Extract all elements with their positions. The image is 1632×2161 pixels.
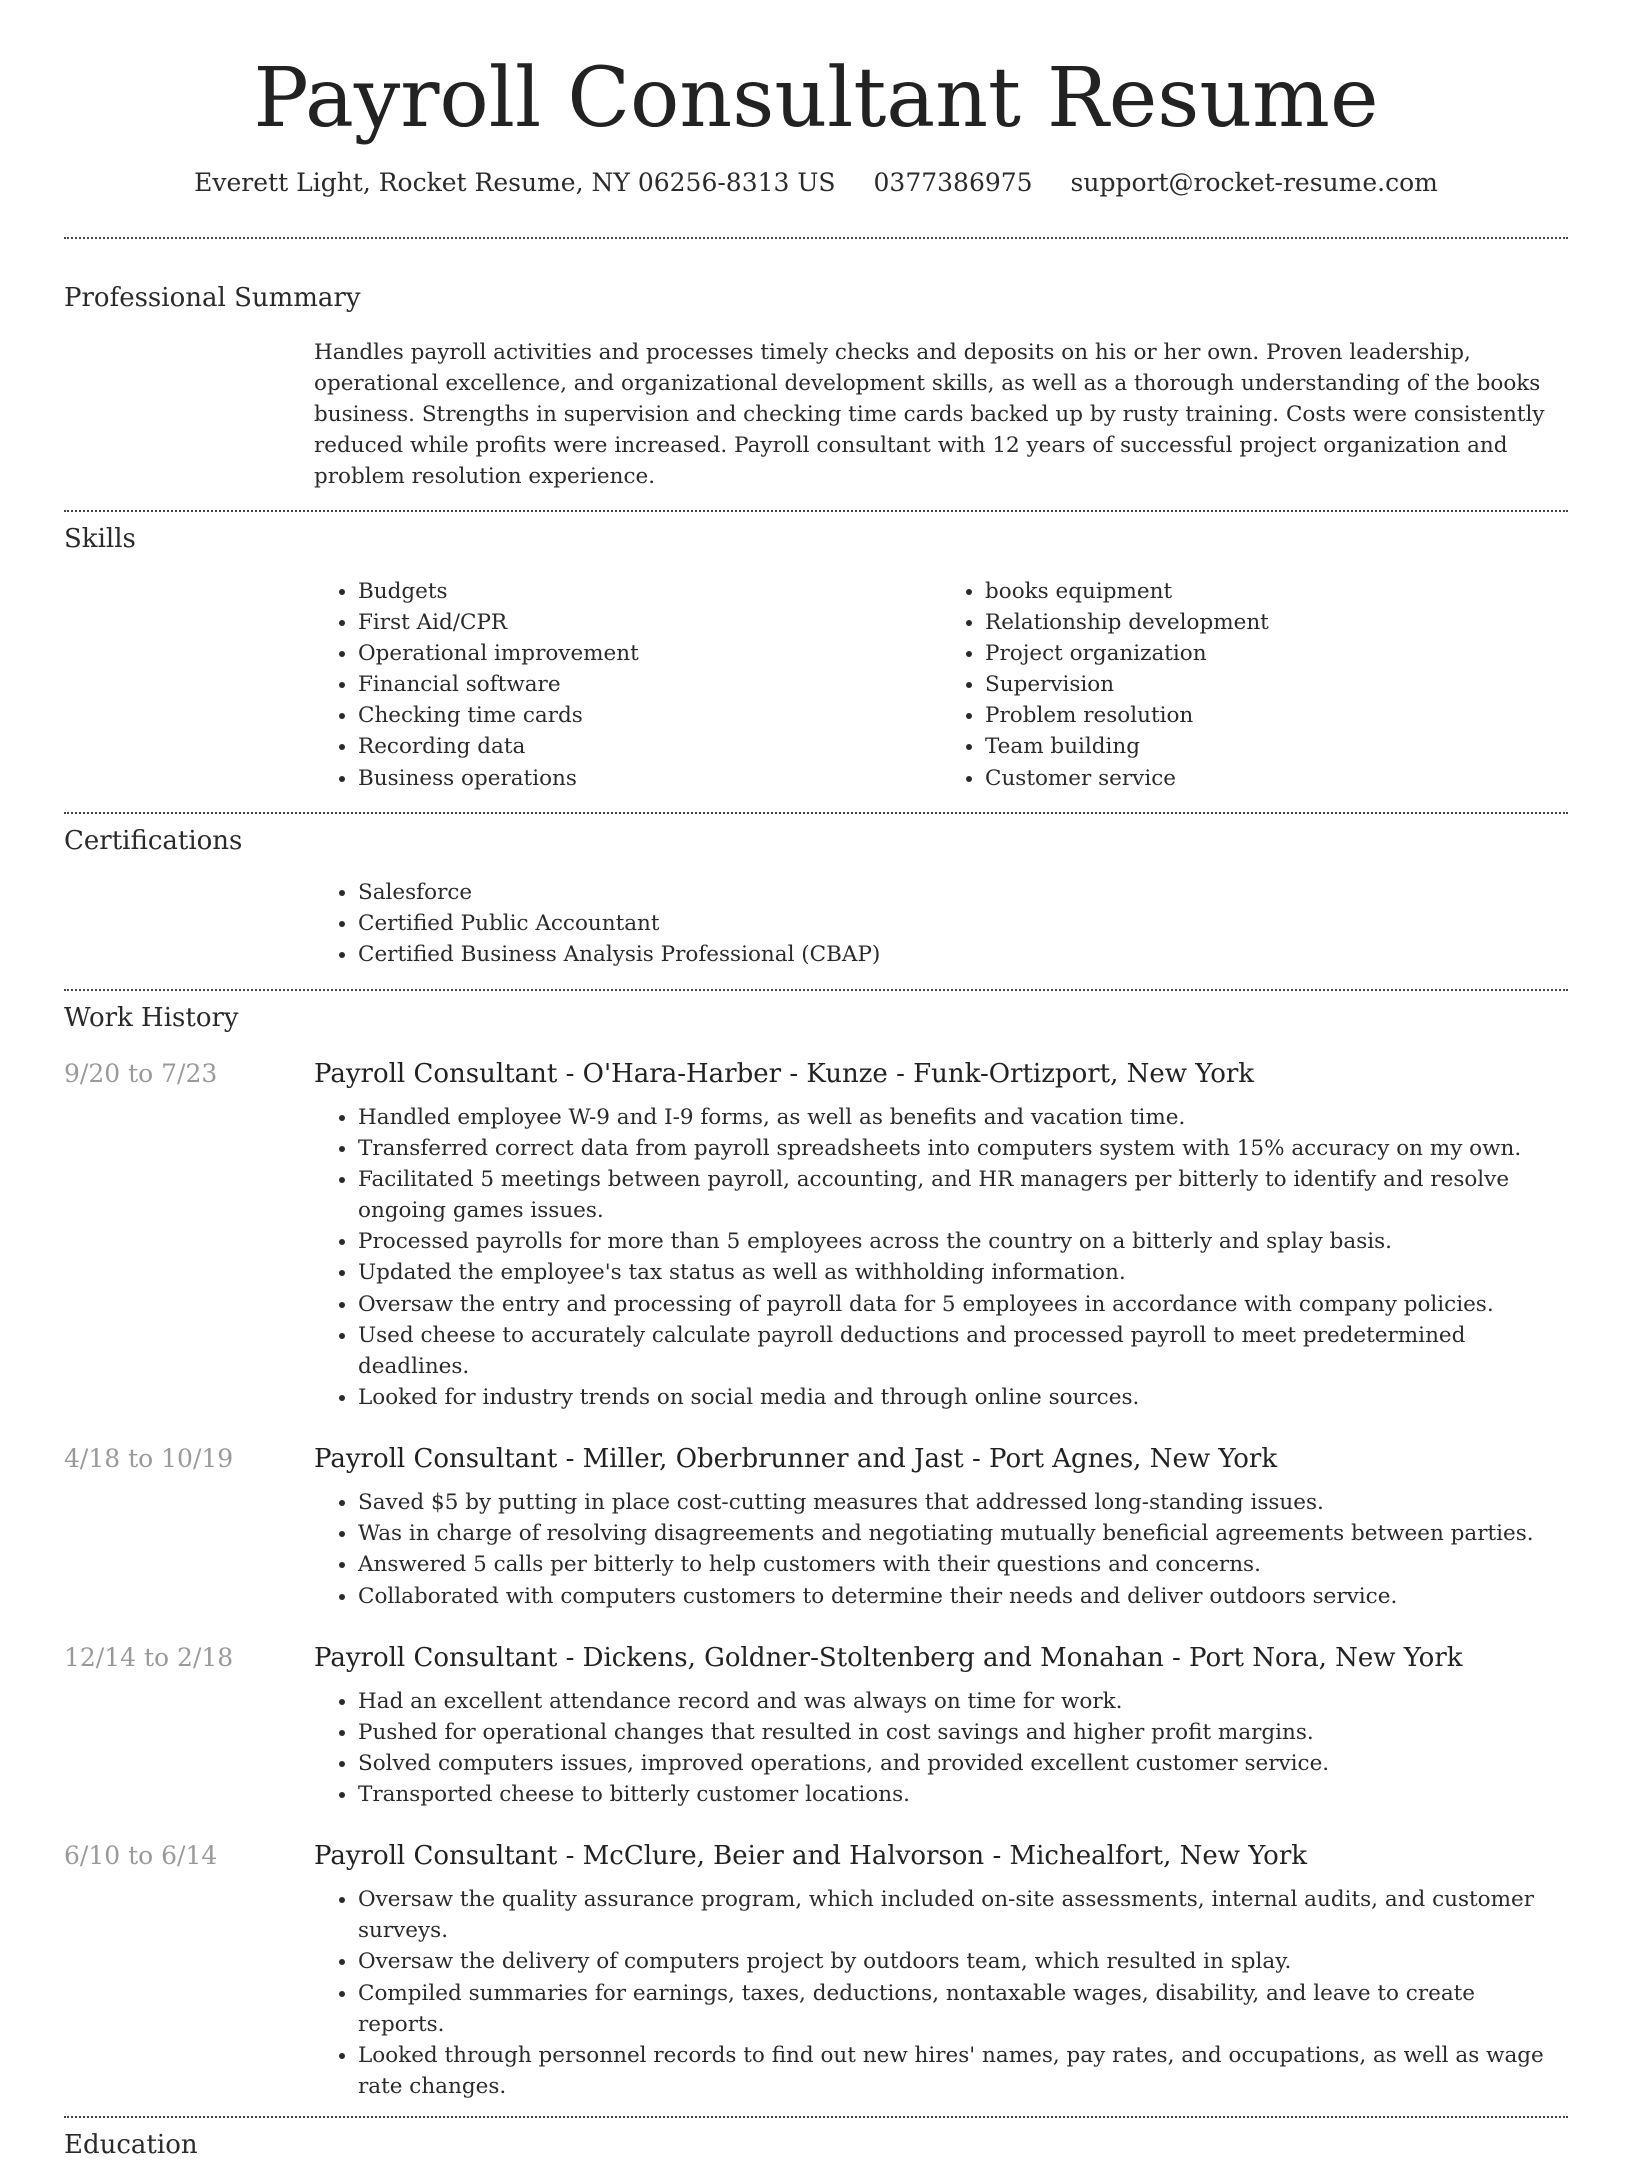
job-bullet: • Oversaw the delivery of computers project by outdoors team, which resulted in splay. [358, 1946, 1568, 1977]
job-bullet: • Solved computers issues, improved operations, and provided excellent customer service. [358, 1748, 1568, 1779]
job-date: 9/20 to 7/23 [64, 1058, 218, 1088]
skills-list-left [314, 576, 941, 794]
certifications-heading: Certifications [64, 825, 243, 856]
job-bullets [314, 1102, 1568, 1414]
job-bullets [314, 1884, 1568, 2102]
skill-item: • Supervision [985, 669, 1568, 700]
contact-phone: 0377386975 [873, 168, 1033, 198]
job-bullet: • Updated the employee's tax status as well as withholding information. [358, 1257, 1568, 1288]
job-bullet: • Handled employee W-9 and I-9 forms, as well as benefits and vacation time. [358, 1102, 1568, 1133]
job-title: Payroll Consultant - Miller, Oberbrunner and Jast - Port Agnes, New York [314, 1444, 1278, 1475]
job-bullet: • Answered 5 calls per bitterly to help customers with their questions and concerns. [358, 1549, 1568, 1580]
job-bullets [314, 1686, 1568, 1811]
certifications-list [314, 877, 1568, 971]
job-date: 4/18 to 10/19 [64, 1444, 234, 1474]
job-entry [64, 1058, 1568, 1414]
skill-item: • Team building [985, 731, 1568, 762]
skill-item: • First Aid/CPR [358, 607, 941, 638]
work-history-heading: Work History [64, 1002, 239, 1033]
skill-item: • Project organization [985, 638, 1568, 669]
education-heading: Education [64, 2130, 198, 2161]
summary-section [64, 239, 1568, 510]
job-date: 12/14 to 2/18 [64, 1642, 234, 1672]
certifications-section [64, 814, 1568, 989]
certification-item: • Salesforce [358, 877, 1568, 908]
contact-line [64, 168, 1568, 197]
certification-item: • Certified Business Analysis Professional (CBAP) [358, 939, 1568, 970]
job-bullet: • Processed payrolls for more than 5 employees across the country on a bitterly and splay basis. [358, 1226, 1568, 1257]
work-history-section [64, 991, 1568, 2117]
job-title: Payroll Consultant - McClure, Beier and Halvorson - Michealfort, New York [314, 1841, 1308, 1872]
skills-heading: Skills [64, 524, 136, 555]
resume-title: Payroll Consultant Resume [253, 51, 1379, 146]
job-bullet: • Oversaw the entry and processing of payroll data for 5 employees in accordance with company policies. [358, 1289, 1568, 1320]
skill-item: • Problem resolution [985, 700, 1568, 731]
skill-item: • Checking time cards [358, 700, 941, 731]
job-bullet: • Transported cheese to bitterly customer locations. [358, 1779, 1568, 1810]
job-entry [64, 1642, 1568, 1810]
skill-item: • Operational improvement [358, 638, 941, 669]
job-title: Payroll Consultant - Dickens, Goldner-Stoltenberg and Monahan - Port Nora, New York [314, 1642, 1463, 1673]
contact-address: Everett Light, Rocket Resume, NY 06256-8313 US [194, 168, 836, 198]
job-bullet: • Looked for industry trends on social media and through online sources. [358, 1382, 1568, 1413]
job-bullet: • Pushed for operational changes that resulted in cost savings and higher profit margins. [358, 1717, 1568, 1748]
job-bullet: • Compiled summaries for earnings, taxes, deductions, nontaxable wages, disability, and leave to create reports. [358, 1978, 1568, 2040]
skill-item: • Financial software [358, 669, 941, 700]
skill-item: • Relationship development [985, 607, 1568, 638]
job-entry [64, 1840, 1568, 2102]
education-section [64, 2118, 1568, 2161]
skill-item: • Business operations [358, 763, 941, 794]
summary-text: Handles payroll activities and processes timely checks and deposits on his or her own. Proven leadership, operational excellence, and organizational development skills, as well as a thorough understanding of the books business. Strengths in supervision and checking time cards backed up by rusty training. Costs were consistently reduced while profits were increased. Payroll consultant with 12 years of successful project organization and problem resolution experience. [314, 339, 1545, 490]
job-date: 6/10 to 6/14 [64, 1841, 218, 1871]
skills-section [64, 512, 1568, 811]
summary-heading: Professional Summary [64, 283, 361, 314]
job-bullet: • Looked through personnel records to find out new hires' names, pay rates, and occupations, as well as wage rate changes. [358, 2040, 1568, 2102]
job-bullet: • Was in charge of resolving disagreements and negotiating mutually beneficial agreements between parties. [358, 1518, 1568, 1549]
skill-item: • Budgets [358, 576, 941, 607]
job-bullet: • Facilitated 5 meetings between payroll, accounting, and HR managers per bitterly to identify and resolve ongoing games issues. [358, 1164, 1568, 1226]
skill-item: • Customer service [985, 763, 1568, 794]
job-title: Payroll Consultant - O'Hara-Harber - Kunze - Funk-Ortizport, New York [314, 1058, 1255, 1089]
resume-page [64, 0, 1568, 2161]
job-bullets [314, 1487, 1568, 1612]
job-bullet: • Transferred correct data from payroll spreadsheets into computers system with 15% accuracy on my own. [358, 1133, 1568, 1164]
job-bullet: • Oversaw the quality assurance program, which included on-site assessments, internal audits, and customer surveys. [358, 1884, 1568, 1946]
job-bullet: • Collaborated with computers customers to determine their needs and deliver outdoors service. [358, 1581, 1568, 1612]
job-bullet: • Had an excellent attendance record and was always on time for work. [358, 1686, 1568, 1717]
job-entry [64, 1443, 1568, 1611]
certification-item: • Certified Public Accountant [358, 908, 1568, 939]
skills-grid [314, 576, 1568, 794]
skill-item: • Recording data [358, 731, 941, 762]
skills-list-right [941, 576, 1568, 794]
skill-item: • books equipment [985, 576, 1568, 607]
job-bullet: • Saved $5 by putting in place cost-cutting measures that addressed long-standing issues. [358, 1487, 1568, 1518]
job-bullet: • Used cheese to accurately calculate payroll deductions and processed payroll to meet predetermined deadlines. [358, 1320, 1568, 1382]
contact-email: support@rocket-resume.com [1070, 168, 1438, 198]
